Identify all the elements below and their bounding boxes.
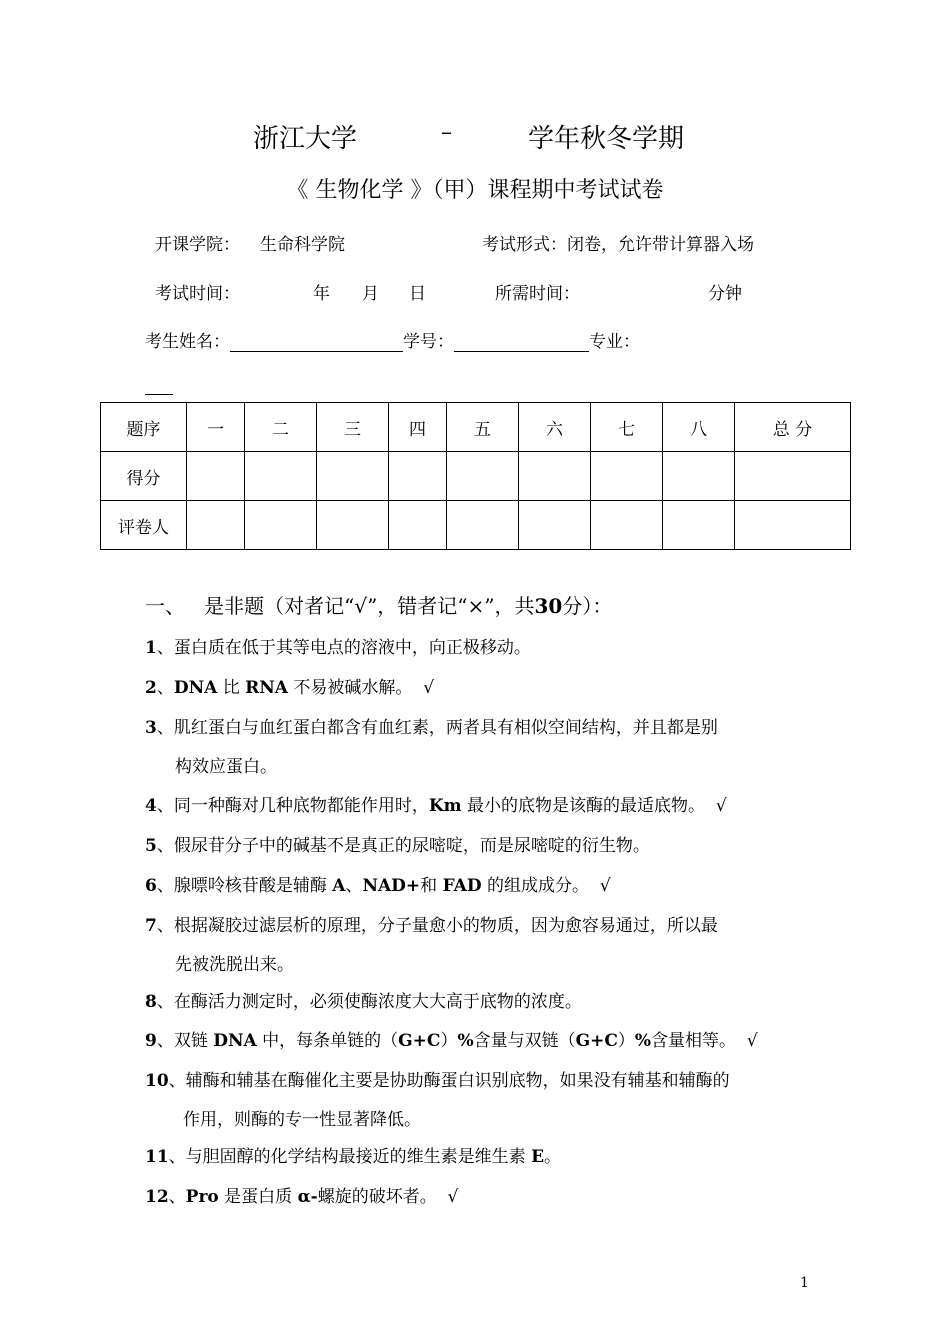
question-12: 12、Pro 是蛋白质 α-螺旋的破坏者。 √ bbox=[145, 1187, 459, 1207]
question-2: 2、DNA 比 RNA 不易被碱水解。 √ bbox=[145, 678, 435, 698]
day-label: 日 bbox=[409, 284, 426, 304]
section-title-text: 是非题（对者记“ bbox=[204, 594, 355, 618]
row-header-score: 得分 bbox=[101, 452, 187, 501]
grader-cell[interactable] bbox=[519, 501, 591, 550]
university-name: 浙江大学 bbox=[253, 124, 358, 154]
question-4: 4、同一种酶对几种底物都能作用时，Km 最小的底物是该酶的最适底物。 √ bbox=[145, 796, 727, 816]
grader-cell[interactable] bbox=[187, 501, 245, 550]
section-points: 30 bbox=[534, 594, 563, 618]
major-blank[interactable] bbox=[145, 394, 173, 395]
col-header-1: 一 bbox=[187, 403, 245, 452]
grader-cell[interactable] bbox=[245, 501, 317, 550]
major-label: 专业： bbox=[589, 332, 640, 352]
id-label: 学号： bbox=[403, 332, 454, 352]
score-cell[interactable] bbox=[187, 452, 245, 501]
answer-mark: √ bbox=[599, 876, 611, 896]
question-8: 8、在酶活力测定时，必须使酶浓度大大高于底物的浓度。 bbox=[145, 992, 582, 1012]
month-label: 月 bbox=[362, 284, 379, 304]
answer-mark: √ bbox=[715, 796, 727, 816]
section-1-heading bbox=[145, 590, 612, 619]
question-6: 6、腺嘌呤核苷酸是辅酶 A、NAD+和 FAD 的组成成分。 √ bbox=[145, 876, 611, 896]
exam-form-label: 考试形式： bbox=[482, 235, 567, 255]
score-cell[interactable] bbox=[519, 452, 591, 501]
col-header-total: 总 分 bbox=[735, 403, 851, 452]
score-cell[interactable] bbox=[447, 452, 519, 501]
score-table-header-row bbox=[101, 403, 851, 452]
name-label: 考生姓名： bbox=[145, 332, 230, 352]
page-number: 1 bbox=[800, 1275, 809, 1291]
term-label: 学年秋冬学期 bbox=[528, 124, 685, 154]
score-row bbox=[101, 452, 851, 501]
year-label: 年 bbox=[313, 284, 330, 304]
question-10: 10、辅酶和辅基在酶催化主要是协助酶蛋白识别底物，如果没有辅基和辅酶的 作用，则酶的专一性显著降低。 bbox=[145, 1071, 730, 1130]
year-dash: – bbox=[441, 120, 452, 145]
exam-form-value: 闭卷，允许带计算器入场 bbox=[567, 235, 754, 255]
answer-mark: √ bbox=[447, 1187, 459, 1207]
col-header-8: 八 bbox=[663, 403, 735, 452]
score-cell[interactable] bbox=[663, 452, 735, 501]
check-mark: √ bbox=[354, 594, 368, 618]
duration-label: 所需时间： bbox=[495, 284, 580, 304]
score-cell[interactable] bbox=[389, 452, 447, 501]
course-title: 《 生物化学 》（甲）课程期中考试试卷 bbox=[286, 178, 664, 203]
grader-cell[interactable] bbox=[389, 501, 447, 550]
grader-cell[interactable] bbox=[447, 501, 519, 550]
grader-cell-total[interactable] bbox=[735, 501, 851, 550]
name-blank[interactable] bbox=[230, 333, 403, 352]
grader-cell[interactable] bbox=[591, 501, 663, 550]
score-table bbox=[100, 402, 851, 550]
answer-mark: √ bbox=[423, 678, 435, 698]
id-blank[interactable] bbox=[454, 333, 589, 352]
score-cell[interactable] bbox=[591, 452, 663, 501]
college-label: 开课学院： bbox=[155, 235, 240, 255]
section-title-suffix: 分）： bbox=[562, 594, 613, 618]
answer-mark: √ bbox=[746, 1031, 758, 1051]
question-7: 7、根据凝胶过滤层析的原理，分子量愈小的物质，因为愈容易通过，所以最 先被洗脱出来。 bbox=[145, 916, 718, 975]
grader-cell[interactable] bbox=[317, 501, 389, 550]
col-header-7: 七 bbox=[591, 403, 663, 452]
minutes-label: 分钟 bbox=[708, 284, 742, 304]
grader-cell[interactable] bbox=[663, 501, 735, 550]
exam-time-label: 考试时间： bbox=[155, 284, 240, 304]
row-header-sequence: 题序 bbox=[101, 403, 187, 452]
score-cell[interactable] bbox=[317, 452, 389, 501]
question-11: 11、与胆固醇的化学结构最接近的维生素是维生素 E。 bbox=[145, 1147, 562, 1167]
grader-row bbox=[101, 501, 851, 550]
section-number: 一、 bbox=[145, 594, 185, 618]
question-3: 3、肌红蛋白与血红蛋白都含有血红素，两者具有相似空间结构，并且都是别 构效应蛋白。 bbox=[145, 718, 718, 777]
question-1: 1、蛋白质在低于其等电点的溶液中，向正极移动。 bbox=[145, 638, 531, 658]
score-cell-total[interactable] bbox=[735, 452, 851, 501]
row-header-grader: 评卷人 bbox=[101, 501, 187, 550]
col-header-2: 二 bbox=[245, 403, 317, 452]
col-header-3: 三 bbox=[317, 403, 389, 452]
score-cell[interactable] bbox=[245, 452, 317, 501]
col-header-4: 四 bbox=[389, 403, 447, 452]
col-header-5: 五 bbox=[447, 403, 519, 452]
question-5: 5、假尿苷分子中的碱基不是真正的尿嘧啶，而是尿嘧啶的衍生物。 bbox=[145, 836, 650, 856]
col-header-6: 六 bbox=[519, 403, 591, 452]
name-field-row bbox=[145, 327, 640, 352]
section-title-mid: ”，错者记“×”，共 bbox=[367, 594, 535, 618]
college-value: 生命科学院 bbox=[260, 235, 345, 255]
question-9: 9、双链 DNA 中，每条单链的（G+C）%含量与双链（G+C）%含量相等。 √ bbox=[145, 1031, 758, 1051]
